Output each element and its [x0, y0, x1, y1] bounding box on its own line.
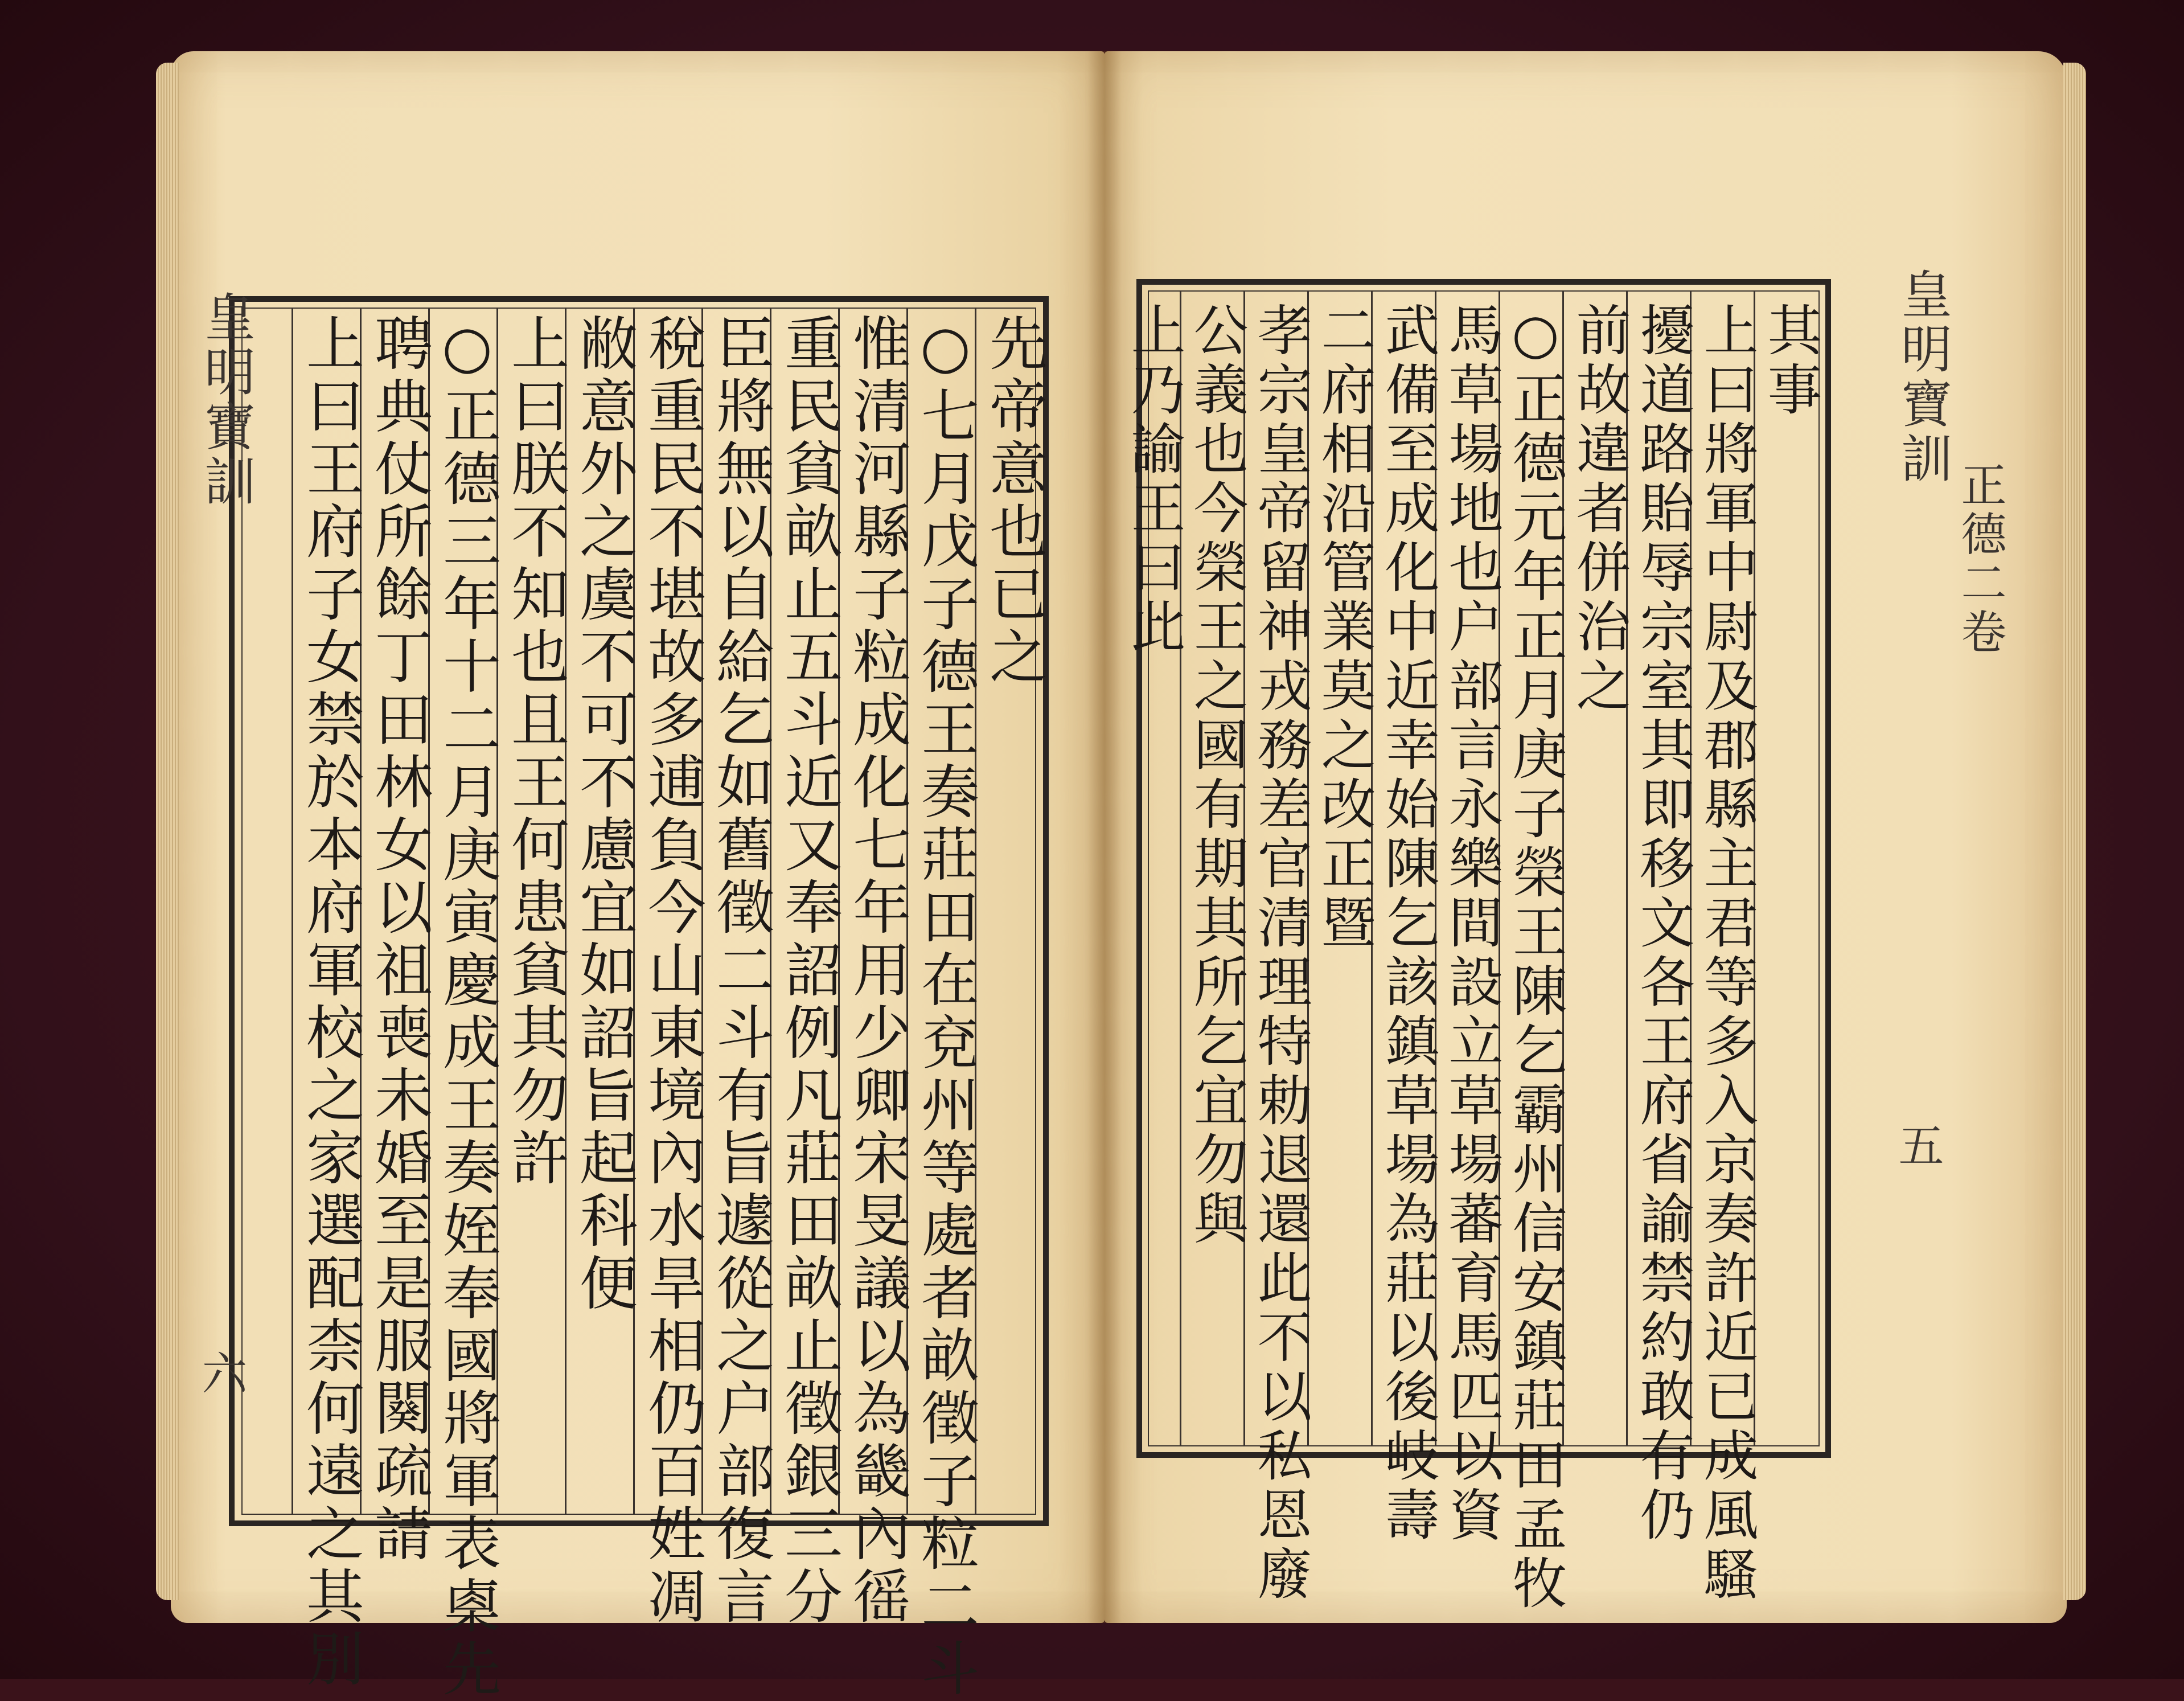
left-page-edges: [156, 63, 179, 1600]
text-column: 臣將無以自給乞如舊徵二斗有旨遽從之户部復言: [707, 313, 774, 1629]
text-column: 其事: [1759, 302, 1822, 420]
text-column: 上曰朕不知也且王何患貧其勿許: [502, 313, 569, 1190]
text-column: 上乃諭王曰此: [1122, 302, 1186, 657]
text-column: 重民貧畝止五斗近又奉詔例凡莊田畝止徵銀三分: [775, 313, 843, 1629]
column-divider: [292, 308, 293, 1515]
right-margin-volume: 正德二卷: [1953, 461, 2006, 657]
text-column: 上曰將軍中尉及郡縣主君等多入京奏許近已成風騷: [1695, 302, 1759, 1605]
text-column: ○正德三年十二月庚寅慶成王奏姪奉國將軍表㮚先: [433, 313, 501, 1701]
open-book: [171, 51, 2067, 1701]
text-column: 上曰王府子女禁於本府軍校之家選配柰何遠之其別: [297, 313, 364, 1691]
text-column: ○正德元年正月庚子榮王陳乞霸州信安鎮莊田孟牧: [1504, 302, 1567, 1614]
text-column: 孝宗皇帝留神戎務差官清理特勅退還此不以私恩廢: [1249, 302, 1312, 1605]
text-column: 擾道路貽辱宗室其即移文各王府省諭禁約敢有仍: [1631, 302, 1695, 1546]
text-column: 馬草場地也户部言永樂間設立草場蕃育馬匹以資: [1440, 302, 1504, 1546]
text-column: ○七月戊子德王奏莊田在兗州等處者畝徵子粒二斗: [912, 313, 979, 1701]
text-column: 公義也今榮王之國有期其所乞宜勿與: [1185, 302, 1249, 1249]
right-page-edges: [2063, 63, 2086, 1600]
text-column: 聘典仗所餘丁田林女以祖喪未婚至是服闋疏請: [365, 313, 433, 1566]
text-column: 惟清河縣子粒成化七年用少卿宋旻議以為畿內徭: [843, 313, 911, 1629]
text-column: 稅重民不堪故多逋負今山東境內水旱相仍百姓凋: [638, 313, 706, 1629]
book-gutter: [1087, 51, 1122, 1623]
text-column: 先帝意也已之: [980, 313, 1048, 689]
text-column: 前故違者併治之: [1567, 302, 1631, 716]
left-margin-title: 皇明寶訓: [195, 290, 255, 509]
text-column: 敝意外之虞不可不慮宜如詔旨起科便: [570, 313, 638, 1315]
right-margin-title: 皇明寶訓: [1892, 268, 1952, 486]
text-column: 武備至成化中近幸始陳乞該鎮草場為莊以後岐壽: [1376, 302, 1440, 1546]
left-margin-page-number: 六: [194, 1350, 247, 1399]
right-margin-page-number: 五: [1891, 1122, 1944, 1171]
text-column: 二府相沿管業莫之改正暨: [1312, 302, 1376, 953]
